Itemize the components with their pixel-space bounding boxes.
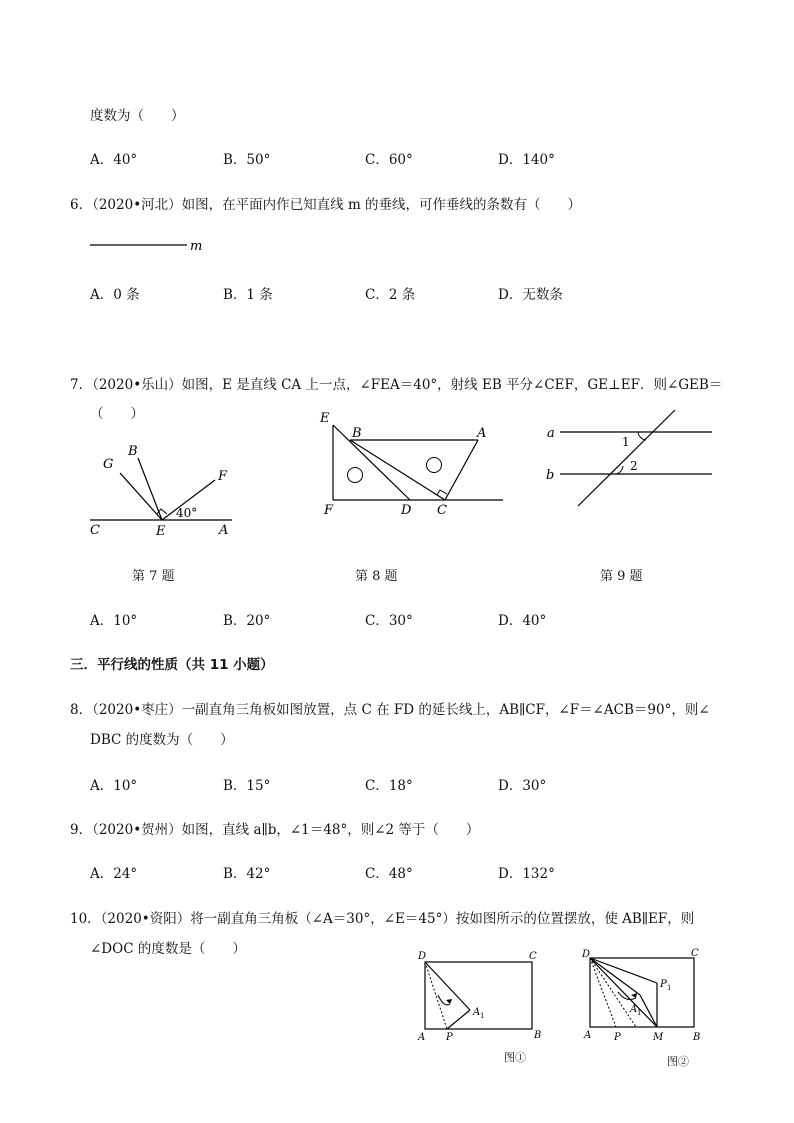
q9-option-b: B．42° — [223, 866, 271, 882]
q6-option-d: D．无数条 — [498, 287, 563, 303]
q7-stem-line1: 7．（2020•乐山）如图，E 是直线 CA 上一点，∠FEA＝40°，射线 EB 平分∠CEF，GE⊥EF．则∠GEB＝ — [70, 377, 723, 393]
q5-option-a: A．40° — [90, 152, 138, 168]
fig9-label-2: 2 — [630, 459, 638, 473]
fig9-label-a: a — [547, 426, 555, 441]
fig2-rectangle — [590, 958, 694, 1027]
fig2-caption: 图② — [667, 1055, 689, 1068]
fig2-side-da1 — [590, 958, 640, 995]
fig8-label-f: F — [324, 503, 334, 518]
fig7-label-g: G — [103, 457, 114, 472]
fig2-label-a1-sub: 1 — [637, 1009, 642, 1017]
fig7-label-b: B — [128, 444, 138, 459]
fig2-label-p1: P — [660, 979, 667, 990]
q8-option-c: C．18° — [365, 778, 413, 794]
fig9-label-b: b — [546, 468, 555, 483]
fig9-label-1: 1 — [622, 435, 630, 449]
q6-label-m: m — [190, 239, 203, 254]
fig2-side-a1m — [640, 995, 657, 1027]
fig7-label-a: A — [219, 523, 229, 538]
fig2-side-dp1 — [590, 958, 657, 983]
fig9-caption: 第 9 题 — [600, 569, 643, 584]
q7-option-b: B．20° — [223, 613, 271, 629]
fig1-label-b: B — [534, 1030, 542, 1041]
fig1-label-a1: A — [473, 1007, 481, 1018]
q7-option-d: D．40° — [498, 613, 547, 629]
fig7-caption: 第 7 题 — [132, 569, 175, 584]
q5-stem-tail: 度数为（ ） — [90, 108, 185, 124]
q7-stem-line2: （ ） — [90, 406, 144, 422]
q8-stem-line2: DBC 的度数为（ ） — [90, 732, 234, 748]
fig1-caption: 图① — [504, 1051, 526, 1064]
q5-option-d: D．140° — [498, 152, 555, 168]
q8-option-d: D．30° — [498, 778, 547, 794]
fig2-label-p1-sub: 1 — [667, 984, 672, 992]
fig2-side-dm — [590, 958, 657, 1027]
fig8-label-b: B — [352, 426, 362, 441]
fig1-label-p: P — [446, 1032, 453, 1043]
q10-stem-line1: 10．（2020•资阳）将一副直角三角板（∠A＝30°，∠E＝45°）按如图所示的位置摆放，使 AB∥EF，则 — [70, 911, 695, 927]
q10-stem-line2: ∠DOC 的度数是（ ） — [90, 941, 246, 957]
fig1-label-d: D — [418, 951, 427, 962]
q9-option-a: A．24° — [90, 866, 138, 882]
fig2-label-b: B — [693, 1032, 701, 1043]
q8-stem-line1: 8．（2020•枣庄）一副直角三角板如图放置，点 C 在 FD 的延长线上，AB∥CF，∠F＝∠ACB＝90°，则∠ — [70, 702, 710, 718]
fig1-label-a: A — [418, 1032, 426, 1043]
fig7-label-c: C — [90, 523, 100, 538]
q7-option-c: C．30° — [365, 613, 413, 629]
q8-option-b: B．15° — [223, 778, 271, 794]
fig8-label-a: A — [477, 426, 487, 441]
q9-stem: 9．（2020•贺州）如图，直线 a∥b，∠1＝48°，则∠2 等于（ ） — [70, 822, 480, 838]
fig8-caption: 第 8 题 — [355, 569, 398, 584]
fig2-label-m: M — [653, 1032, 664, 1043]
fig7-label-e: E — [156, 524, 166, 539]
q7-option-a: A．10° — [90, 613, 138, 629]
q6-option-a: A．0 条 — [90, 287, 140, 303]
fig7-label-angle: 40° — [176, 506, 198, 520]
fig1-label-c: C — [529, 951, 537, 962]
q5-option-c: C．60° — [365, 152, 413, 168]
q5-option-b: B．50° — [223, 152, 271, 168]
fig8-label-c: C — [437, 503, 447, 518]
q9-option-c: C．48° — [365, 866, 413, 882]
fig7-label-f: F — [218, 469, 228, 484]
fig2-dashed-dq — [590, 958, 636, 1027]
q8-option-a: A．10° — [90, 778, 138, 794]
q6-option-c: C．2 条 — [365, 287, 416, 303]
fig1-label-a1-sub: 1 — [480, 1012, 485, 1020]
q9-option-d: D．132° — [498, 866, 555, 882]
q6-option-b: B．1 条 — [223, 287, 273, 303]
q6-stem: 6．（2020•河北）如图，在平面内作已知直线 m 的垂线，可作垂线的条数有（ ） — [70, 197, 582, 213]
fig8-label-e: E — [320, 411, 330, 426]
fig2-label-a: A — [584, 1030, 592, 1041]
fig2-arrowhead — [631, 993, 637, 998]
fig2-label-d: D — [582, 949, 591, 960]
fig2-label-p: P — [614, 1032, 621, 1043]
fig2-label-c: C — [691, 948, 699, 959]
fig8-label-d: D — [401, 503, 412, 518]
section-3-title: 三．平行线的性质（共 11 小题） — [70, 657, 274, 673]
fig2-label-a1: A — [630, 1004, 638, 1015]
